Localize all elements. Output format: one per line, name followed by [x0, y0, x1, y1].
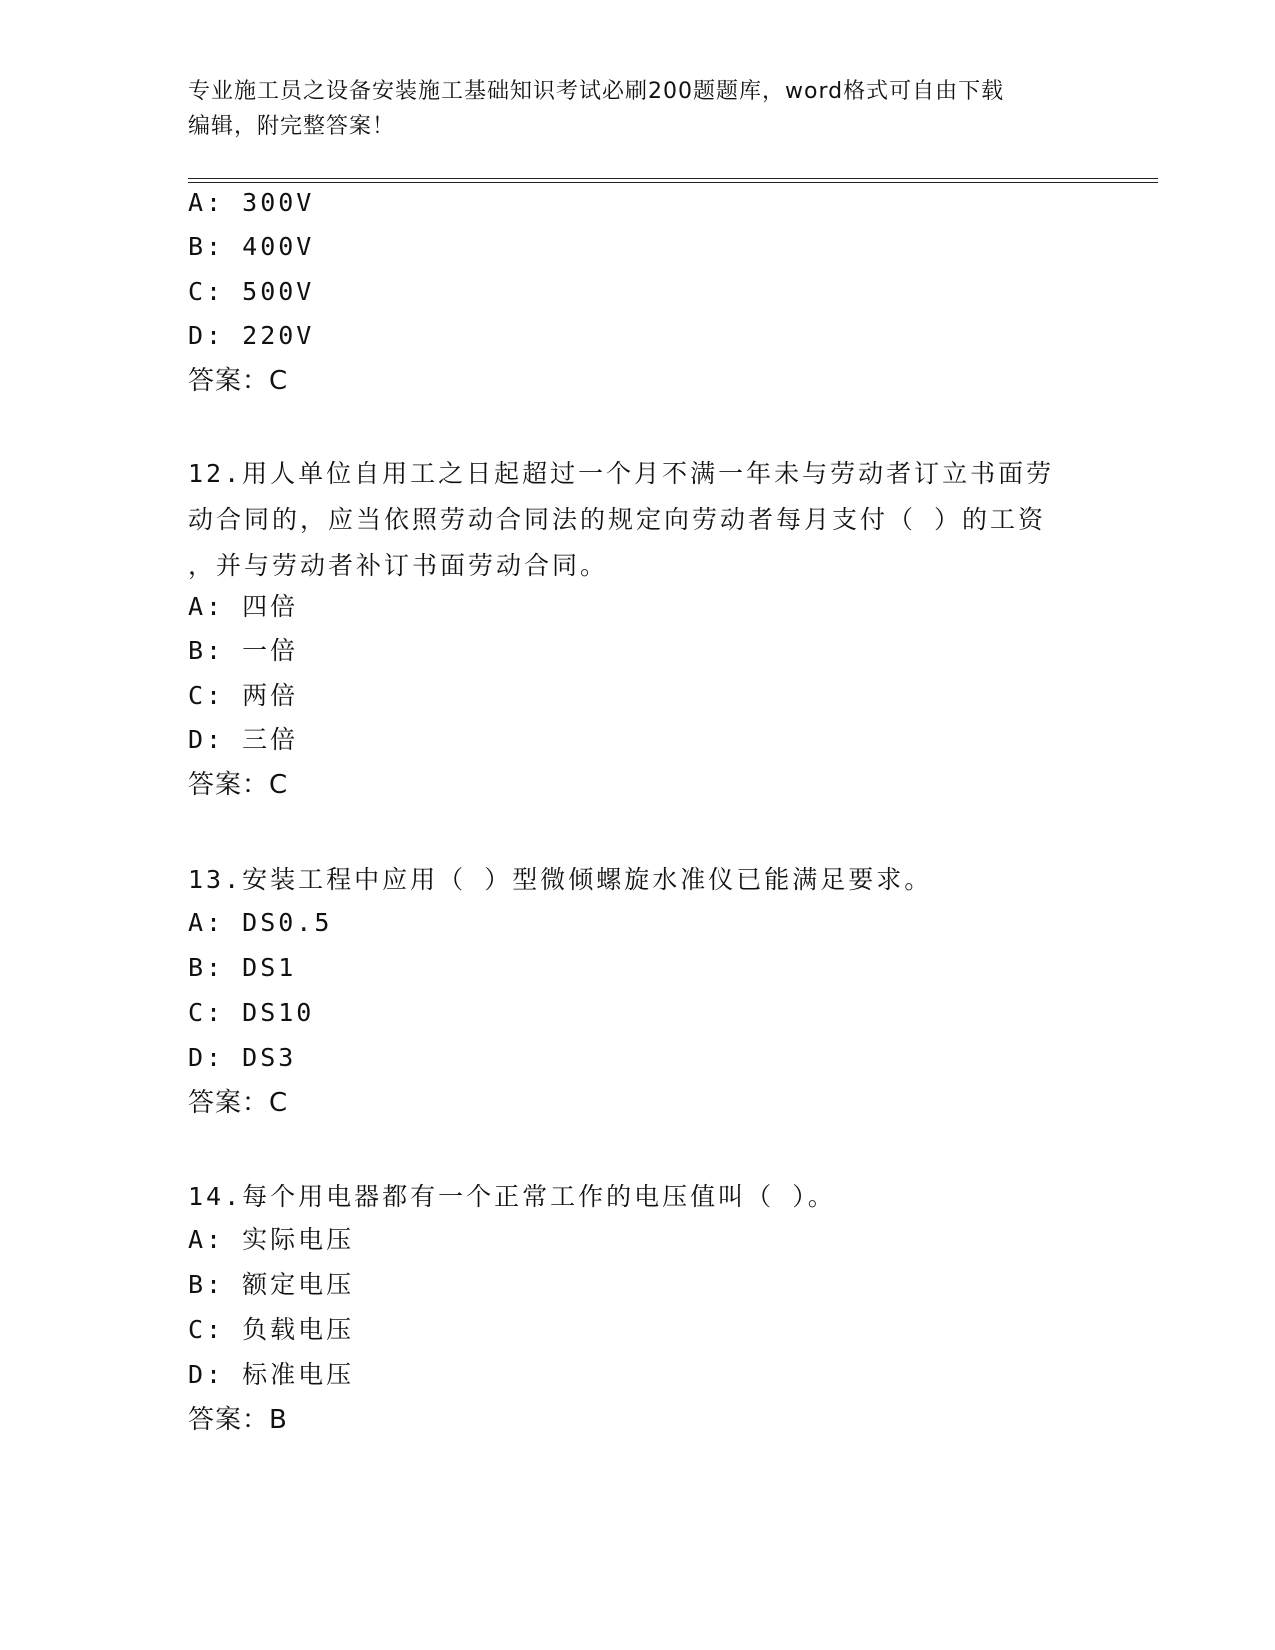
- question-text-line: ，并与劳动者补订书面劳动合同。: [188, 551, 609, 580]
- option-a: A: DS0.5: [188, 908, 333, 937]
- option-d: D: 三倍: [188, 725, 299, 754]
- option-c: C: DS10: [188, 998, 315, 1027]
- option-b: B: 额定电压: [188, 1270, 355, 1299]
- question-13-text: [188, 857, 1088, 903]
- option-a: A: 实际电压: [188, 1225, 355, 1254]
- question-text-line: 13.安装工程中应用（ ）型微倾螺旋水准仪已能满足要求。: [188, 865, 933, 894]
- question-text-line: 12.用人单位自用工之日起超过一个月不满一年未与劳动者订立书面劳: [188, 459, 1055, 488]
- question-text-line: 动合同的，应当依照劳动合同法的规定向劳动者每月支付（ ）的工资: [188, 505, 1047, 534]
- option-b: B: 400V: [188, 232, 315, 261]
- answer-line: 答案：B: [188, 1405, 288, 1435]
- header-title-line-2: 编辑，附完整答案！: [188, 114, 396, 139]
- document-header: [188, 74, 1088, 144]
- question-14-text: [188, 1174, 1088, 1220]
- option-d: D: 220V: [188, 321, 315, 350]
- option-d: D: DS3: [188, 1043, 297, 1072]
- answer-line: 答案：C: [188, 770, 289, 800]
- option-b: B: 一倍: [188, 636, 299, 665]
- option-c: C: 负载电压: [188, 1315, 355, 1344]
- answer-line: 答案：C: [188, 366, 289, 396]
- option-a: A: 四倍: [188, 592, 299, 621]
- option-b: B: DS1: [188, 953, 297, 982]
- option-c: C: 两倍: [188, 681, 299, 710]
- option-a: A: 300V: [188, 188, 315, 217]
- option-d: D: 标准电压: [188, 1360, 355, 1389]
- question-text-line: 14.每个用电器都有一个正常工作的电压值叫（ ）。: [188, 1182, 836, 1211]
- answer-line: 答案：C: [188, 1088, 289, 1118]
- question-12-text: [188, 451, 1088, 589]
- option-c: C: 500V: [188, 277, 315, 306]
- header-title-line-1: 专业施工员之设备安装施工基础知识考试必刷200题题库，word格式可自由下载: [188, 79, 1005, 104]
- header-divider: [188, 178, 1158, 183]
